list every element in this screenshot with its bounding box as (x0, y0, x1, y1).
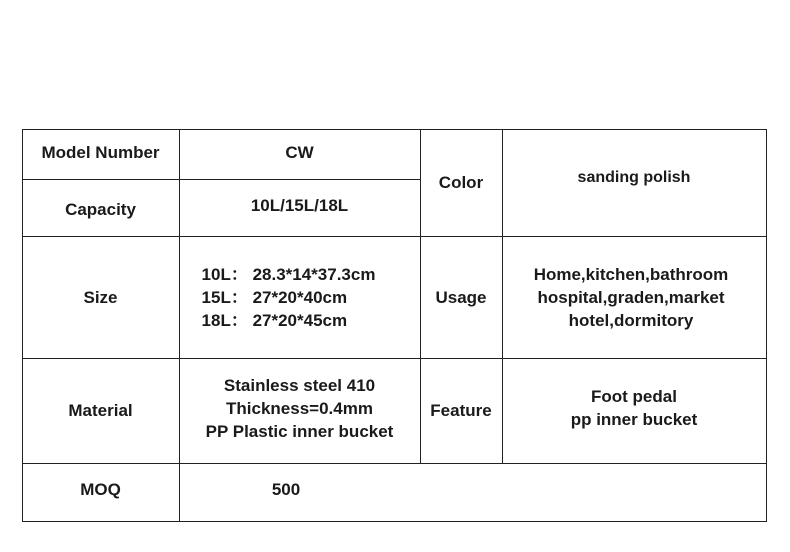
color-label: Color (438, 173, 484, 192)
size-label: Size (83, 287, 118, 307)
model-number-label: Model Number (41, 142, 160, 162)
feature-label: Feature (430, 401, 492, 420)
capacity-label: Capacity (65, 200, 136, 219)
usage-line: hotel,dormitory (568, 310, 694, 330)
size-line: 10L： 28.3*14*37.3cm (201, 264, 376, 284)
feature-line: Foot pedal (591, 386, 677, 406)
model-number-value: CW (285, 142, 314, 162)
size-values (179, 236, 420, 358)
moq-value: 500 (271, 479, 301, 499)
color-value: sanding polish (577, 169, 691, 186)
table-border-right (766, 129, 767, 522)
usage-line: hospital,graden,market (537, 287, 725, 307)
capacity-value: 10L/15L/18L (250, 196, 349, 215)
material-values (179, 358, 420, 463)
usage-line: Home,kitchen,bathroom (533, 264, 729, 284)
material-line: PP Plastic inner bucket (205, 422, 394, 441)
usage-values (502, 236, 766, 358)
size-line: 15L： 27*20*40cm (201, 287, 348, 307)
feature-line: pp inner bucket (570, 409, 698, 429)
feature-values (502, 358, 766, 463)
usage-label: Usage (435, 287, 487, 307)
size-line: 18L： 27*20*45cm (201, 310, 348, 330)
material-line: Thickness=0.4mm (226, 399, 373, 418)
moq-label: MOQ (80, 479, 121, 499)
material-label: Material (68, 401, 133, 420)
material-line: Stainless steel 410 (223, 376, 376, 395)
table-border-bottom (22, 521, 767, 522)
